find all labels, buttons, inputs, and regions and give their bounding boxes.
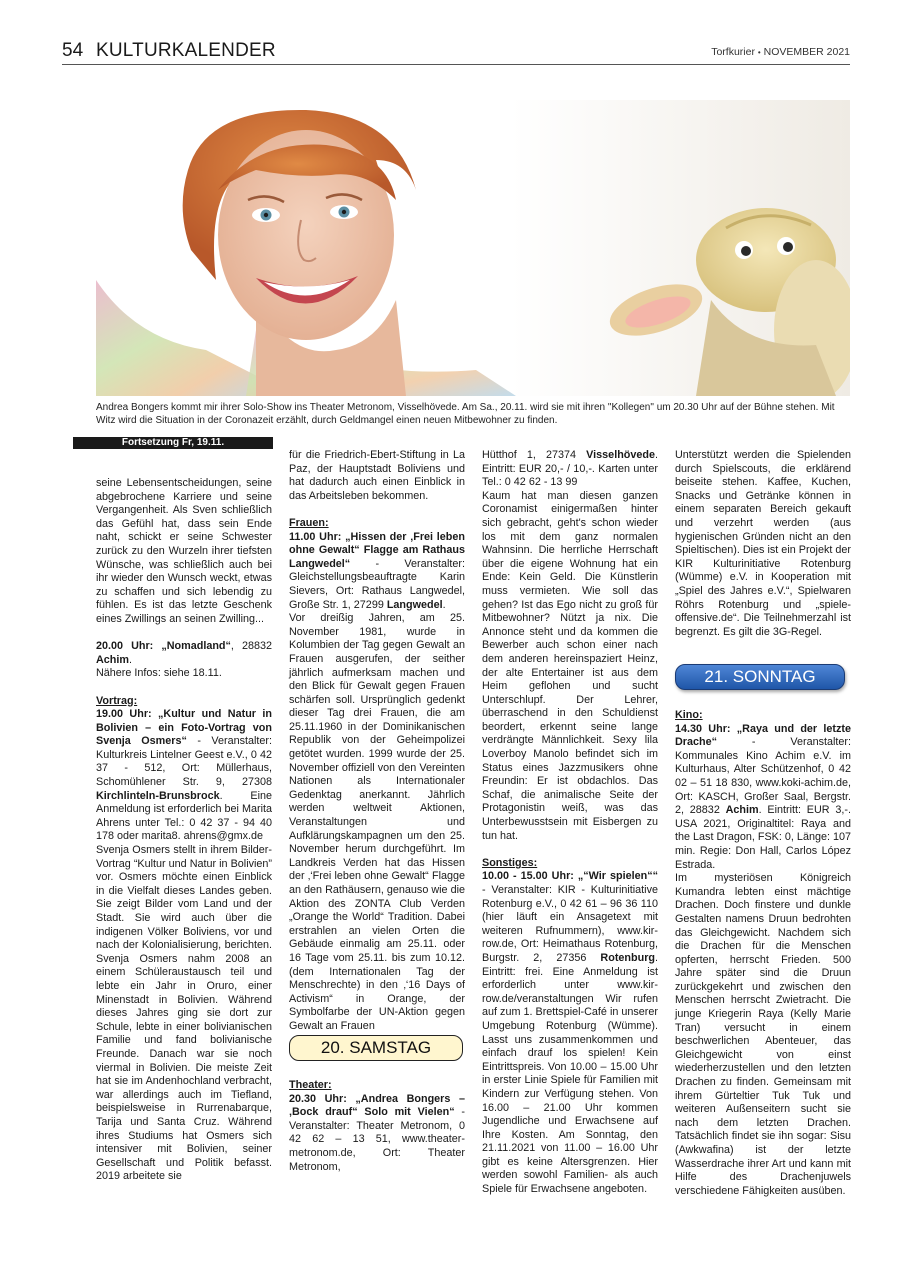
category-heading: Frauen: <box>289 516 329 529</box>
column-4-bottom <box>675 709 851 1198</box>
category-heading: Theater: <box>289 1079 332 1091</box>
column-3 <box>482 449 658 1197</box>
event-place: Achim <box>96 653 129 666</box>
col4-paragraph: Unterstützt werden die Spielenden durch Spielscouts, die erklärend beiseite stehen. Kaffee, Kuchen, Snacks und Getränke können in einem separaten Bereich gekauft und verzehrt werden (aus hygienischen Gründen nicht an den Spieltischen). Dies ist ein Projekt der KIR Kulturinitiative Rotenburg (Wümme) e.V. in Kooperation mit „Spiel des Jahres e.V.“, Spielwaren Röhrs Rotenburg und „spiele-offensive.de“. Die Teilnehmerzahl ist begrenzt. Es gilt die 3G-Regel. <box>675 449 851 638</box>
event-wir-spielen: 10.00 - 15.00 Uhr: „“Wir spielen““ - Veranstalter: KIR - Kulturinitiative Rotenburg e.V., 0 42 61 – 96 36 110 (hier läuft ein Ansagetext mit weiteren Rufnummern), www.kir-row.de, Ort: Heimathaus Rotenburg, Burgstr. 2, 27356 Rotenburg. Eintritt: frei. Eine Anmeldung ist erforderlich unter www.kir-row.de/veranstaltungen Wir rufen auf zum 1. Brettspiel-Café in unserer Umgebung Rotenburg (Wümme). Lasst uns zusammenkommen und einfach drauf los spielen! Kein Eintrittspreis. Von 10.00 – 15.00 Uhr in erster Linie Spiele für Familien mit Kindern zur Verfügung stehen. Von 16.00 – 21.00 Uhr kommen Jugendliche und Erwachsene auf Ihre Kosten. Am Sonntag, den 21.11.2021 von 11.00 – 16.00 Uhr gibt es keine Altersgrenzen. Hier werden sowohl Familien- als auch Spiele für Erwachsene angeboten. <box>482 870 658 1196</box>
section-title: KULTURKALENDER <box>96 40 276 61</box>
col1-paragraph: seine Lebensentscheidungen, seine abgebrochene Karriere und seine Vergangenheit. Als Sven schließlich das Gefühl hat, dass sein Ende naht, schickt er seine Schwester zurück zu den Wurzeln ihrer tiefsten Wünsche, was schließlich auch bei ihr wieder den Wunsch weckt, etwas zu schaffen und sich lebendig zu fühlen. Es ist das letzte Geschenk eines Zwillings an seinen Zwilling... <box>96 477 272 625</box>
masthead <box>711 46 850 58</box>
page-number: 54 <box>62 40 84 61</box>
event-place: Langwedel <box>386 598 443 611</box>
event-nomadland: 20.00 Uhr: „Nomadland“, 28832 Achim. <box>96 640 272 666</box>
event-title: 11.00 Uhr: „Hissen der ‚Frei leben ohne Gewalt“ Flagge am Rathaus Langwedel“ <box>289 530 465 570</box>
day-heading-sunday: 21. SONNTAG <box>675 664 845 690</box>
event-theater-cont: Hütthof 1, 27374 Visselhövede. Eintritt: EUR 20,- / 10,-. Karten unter Tel.: 0 42 62 - 13 99 <box>482 449 658 489</box>
event-info: Nähere Infos: siehe 18.11. <box>96 667 222 680</box>
publication-name: Torfkurier <box>711 46 755 58</box>
issue-date: NOVEMBER 2021 <box>763 46 850 58</box>
category-heading: Sonstiges: <box>482 856 538 869</box>
event-title: 14.30 Uhr: „Raya und der letzte Drache“ <box>675 722 851 749</box>
column-2 <box>289 449 465 1034</box>
article-photo <box>96 100 850 396</box>
event-title: 20.00 Uhr: „Nomadland“ <box>96 640 231 653</box>
event-flagge: 11.00 Uhr: „Hissen der ‚Frei leben ohne Gewalt“ Flagge am Rathaus Langwedel“ - Veranstalter: Gleichstellungsbeauftragte Karin Sievers, Ort: Rathaus Langwedel, Große Str. 1, 27299 Langwedel. <box>289 530 465 611</box>
event-description: Vor dreißig Jahren, am 25. November 1981, wurde in Kolumbien der Tag gegen Gewalt an Frauen ausgerufen, der seither jährlich aufmerksam machen und den Blick für Gewalt gegen Frauen schärfen soll. Ursprünglich gedenkt dieser Tag drei Frauen, die am 25.11.1960 in der Dominikanischen Republik von der Geheimpolizei getötet wurden. 1999 wurde der 25. November offiziell von den Vereinten Nationen als Internationaler Gedenktag anerkannt. Jährlich werden weltweit Aktionen, Veranstaltungen und Aufklärungskampagnen um den 25. November herum durchgeführt. Im Landkreis Verden hat das Hissen der ‚‘Frei leben ohne Gewalt“ Flagge an den Rathäusern, genauso wie die Aktion des ZONTA Club Verden „Orange the World“ Tradition. Dabei erstrahlen an vielen Orten die Gebäude einmalig am 25.11. oder 16 Tage vom 25.11. bis zum 10.12. (dem Internationalen Tag der Menschrechte) in den ‚‘16 Days of Activism“ in Orange, der Symbolfarbe der UN-Aktion gegen Gewalt an Frauen <box>289 612 465 1032</box>
separator-dot: • <box>757 48 761 57</box>
event-title: 19.00 Uhr: „Kultur und Natur in Bolivien – ein Foto-Vortrag von Svenja Osmers“ <box>96 708 272 748</box>
event-theater: 20.30 Uhr: „Andrea Bongers – ‚Bock drauf“ Solo mit Vielen“ - Veranstalter: Theater Metronom, 0 42 62 – 13 51, www.theater-metronom.de, Ort: Theater Metronom, <box>289 1092 465 1173</box>
column-1 <box>96 477 272 1184</box>
event-description: Svenja Osmers stellt in ihrem Bilder-Vortrag “Kultur und Natur in Bolivien” vor. Osmers möchte einen Einblick in die Vielfalt dieses Landes geben. Sie zeigt Bilder vom Land und der Stadt. Sie wird auch über die indigenen Völker Boliviens, vor und nach der Kolonialisierung, berichten. Svenja Osmers nahm 2008 an einem Schüleraustausch teil und lebte ein Jahr in Oruro, einer Minenstadt in Bolivien. Während dieses Jahres ging sie dort zur Schule, lebte in einer bolivianischen Familie und fand bolivianische Freunde. Danach war sie noch viermal in Bolivien. Die meiste Zeit hat sie im Andenhochland verbracht, war allerdings auch im Tiefland, beispielsweise in Rurrenabarque, Tarija und Santa Cruz. Während ihres Studiums hat Osmers sich intensiver mit Bolivien, seiner Gesellschaft und Politik befasst. 2019 arbeitete sie <box>96 844 272 1183</box>
column-2-bottom <box>289 1079 465 1174</box>
event-title: 20.30 Uhr: „Andrea Bongers – ‚Bock drauf“ Solo mit Vielen“ <box>289 1092 465 1119</box>
photo-caption: Andrea Bongers kommt mir ihrer Solo-Show ins Theater Metronom, Visselhövede. Am Sa., 20.11. wird sie mit ihren "Kollegen" um 20.30 Uhr auf der Bühne stehen. Mit Witz wird die Situation in der Coronazeit erzählt, durch Geldmangel einen neuen Mitbewohner zu finden. <box>96 402 835 426</box>
event-title: 10.00 - 15.00 Uhr: „“Wir spielen““ <box>482 870 658 883</box>
event-vortrag: 19.00 Uhr: „Kultur und Natur in Bolivien – ein Foto-Vortrag von Svenja Osmers“ - Veranstalter: Kulturkreis Lintelner Geest e.V., 0 42 37 - 512, Ort: Müllerhaus, Schomühlener Str. 9, 27308 Kirchlinteln-Brunsbrock. Eine Anmeldung ist erforderlich bei Marita Ahrens unter Tel.: 0 42 37 - 94 40 178 oder marita8. ahrens@gmx.de <box>96 708 272 843</box>
category-heading: Vortrag: <box>96 694 138 707</box>
continuation-label: Fortsetzung Fr, 19.11. <box>73 437 273 449</box>
event-description: Im mysteriösen Königreich Kumandra lebten einst mächtige Drachen. Doch finstere und dunkle Gestalten namens Druun bedrohten das Gleichgewicht. Nachdem sich die Drachen für die Menschen opferten, herrscht Frieden. 500 Jahre später sind die Druun zurückgekehrt und zwischen den Menschen herrscht Zwietracht. Die junge Kriegerin Raya (Kelly Marie Tran) versucht in einem beschwerlichen Abenteuer, das Gleichgewicht von einst wiederherzustellen und den letzten Drachen zu finden. Gemeinsam mit ihrem Gürteltier Tuk Tuk und weiteren Außenseitern sucht sie nach dem letzten Drachen. Tatsächlich findet sie ihn sogar: Sisu (Awkwafina) ist der letzte Wasserdrache ihrer Art und kann mit Hilfe des Drachenjuwels verschiedene Fähigkeiten ausüben. <box>675 872 851 1197</box>
page-header <box>62 40 850 65</box>
day-heading-saturday: 20. SAMSTAG <box>289 1035 463 1061</box>
column-4 <box>675 449 851 639</box>
event-kino: 14.30 Uhr: „Raya und der letzte Drache“ - Veranstalter: Kommunales Kino Achim e.V. im Kulturhaus, Alter Schützenhof, 0 42 02 – 51 18 830, www.koki-achim.de, Ort: KASCH, Großer Saal, Bergstr. 2, 28832 Achim. Eintritt: EUR 3,-. USA 2021, Originaltitel: Raya and the Last Dragon, FSK: 0, Länge: 107 min. Regie: Don Hall, Carlos López Estrada. <box>675 722 851 871</box>
event-place: Achim <box>725 804 759 817</box>
event-place: Kirchlinteln-Brunsbrock <box>96 789 220 802</box>
event-place: Rotenburg <box>600 951 655 964</box>
category-heading: Kino: <box>675 709 703 721</box>
event-description: Kaum hat man diesen ganzen Coronamist einigermaßen hinter sich gebracht, geht's schon wieder los mit dem ganz normalen Wahnsinn. Die herrliche Herrschaft über die eigene Wohnung hat ein Ende: Kein Geld. Die Künstlerin muss vermieten. Wie soll das gehen? Ist das Ego nicht zu groß für Mitbewohner? Nützt ja nix. Die Annonce steht und da kommen die Bewerber auch schon einer nach dem anderen hereinspaziert Heinz, der alte Entertainer ist aus dem Heim geflohen und sucht Unterschlupf. Der Lehrer, überraschend in den Schuldienst beordert, erkennt seine lange verdrängte Männlichkeit. Sexy lila Loverboy Manolo befindet sich im Status eines Jazzmusikers ohne Freundin: Er ist obdachlos. Das Schaf, die animalische Seite der Protagonistin weiß, was das Unterbewusstsein mit Eisbergen zu tun hat. <box>482 489 658 842</box>
event-place: Visselhövede <box>586 449 655 461</box>
col2-paragraph: für die Friedrich-Ebert-Stiftung in La Paz, der Hauptstadt Boliviens und hat dadurch auch einen Einblick in das Arbeitsleben bekommen. <box>289 449 465 502</box>
